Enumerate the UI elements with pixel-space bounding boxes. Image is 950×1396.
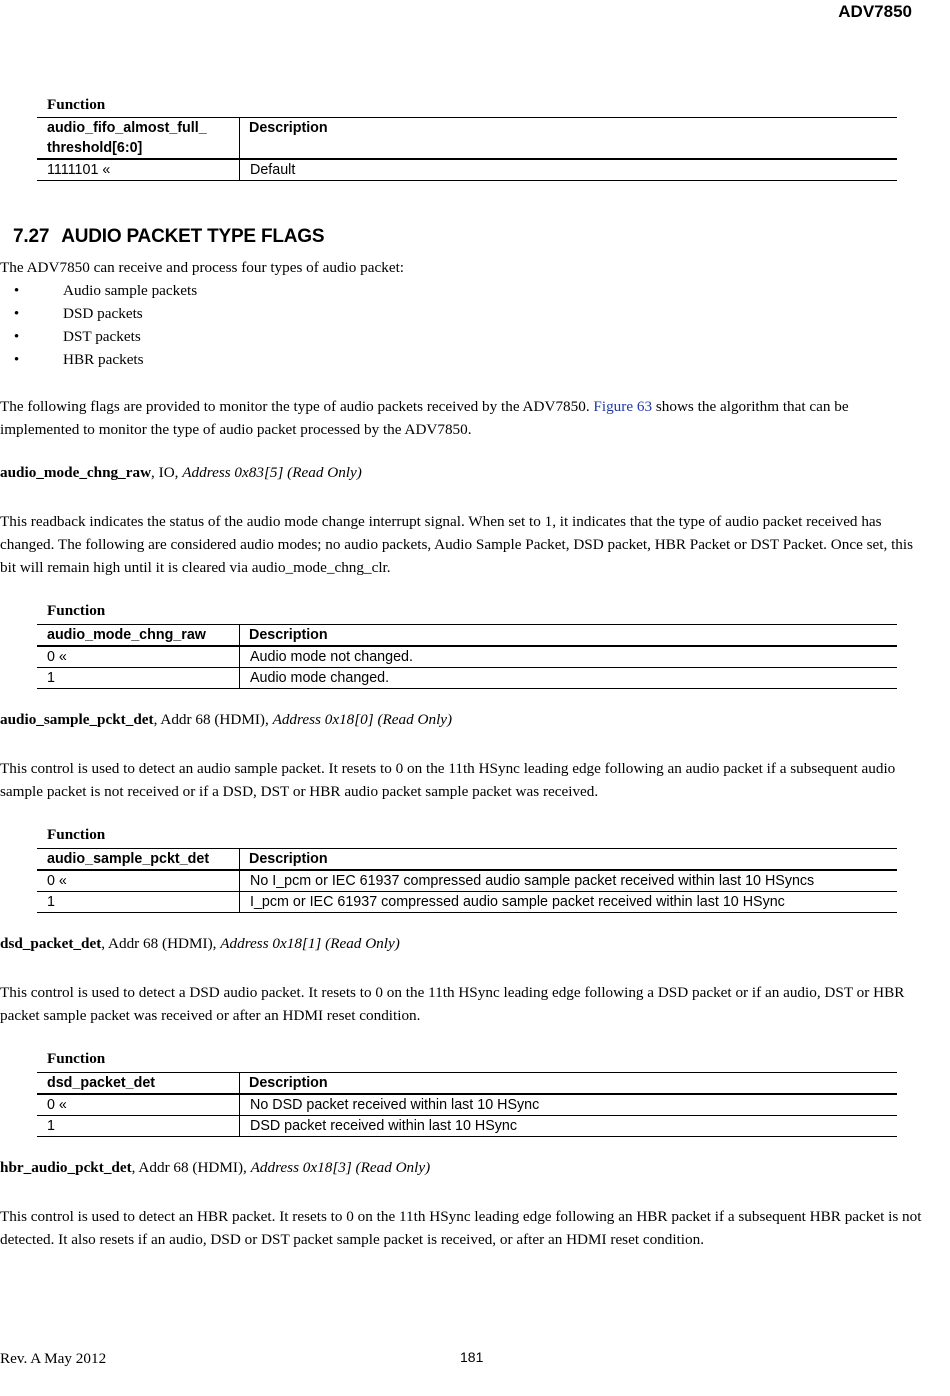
function-table-dsd-packet xyxy=(37,1072,897,1137)
table-cell-value: 1 xyxy=(37,1116,240,1137)
table-row xyxy=(37,646,897,668)
register-name: audio_sample_pckt_det xyxy=(0,711,154,728)
table-col2-header: Description xyxy=(240,625,898,647)
function-table-audio-fifo xyxy=(37,117,897,181)
register-title xyxy=(0,711,452,729)
register-title xyxy=(0,1159,430,1177)
bullet-list xyxy=(0,279,197,371)
list-item: • Audio sample packets xyxy=(13,282,198,299)
table-col1-header: audio_fifo_almost_full_ threshold[6:0] xyxy=(37,118,240,160)
figure-link[interactable]: Figure 63 xyxy=(593,398,653,415)
register-description: This control is used to detect an audio sample packet. It resets to 0 on the 11th HSync leading edge following an audio packet if a subsequent audio sample packet is not received or if a DSD, DST or HBR audio packet sample packet was received. xyxy=(0,760,896,800)
table-header-row xyxy=(37,1073,897,1095)
table-col1-header: audio_mode_chng_raw xyxy=(37,625,240,647)
register-map: , IO, xyxy=(151,464,179,481)
table-function-label: Function xyxy=(47,1050,106,1067)
list-item: • DST packets xyxy=(13,328,141,345)
table-col1-header: audio_sample_pckt_det xyxy=(37,849,240,871)
section-title: AUDIO PACKET TYPE FLAGS xyxy=(61,226,325,247)
table-col2-header: Description xyxy=(240,118,898,160)
table-cell-value: 1 xyxy=(37,892,240,913)
table-cell-description: Audio mode not changed. xyxy=(240,646,898,668)
table-cell-value: 1 xyxy=(37,668,240,689)
table-col1-header: dsd_packet_det xyxy=(37,1073,240,1095)
section-number: 7.27 xyxy=(13,226,50,247)
register-address: Address 0x18[0] (Read Only) xyxy=(272,711,453,728)
table-header-row xyxy=(37,625,897,647)
function-table-audio-mode xyxy=(37,624,897,689)
register-address: Address 0x18[1] (Read Only) xyxy=(220,935,400,952)
table-row xyxy=(37,668,897,689)
list-item: • HBR packets xyxy=(13,351,144,368)
section-intro: The ADV7850 can receive and process four types of audio packet: xyxy=(0,259,405,276)
table-col2-header: Description xyxy=(240,849,898,871)
register-address: Address 0x83[5] (Read Only) xyxy=(182,464,362,481)
table-row xyxy=(37,1094,897,1116)
section-heading xyxy=(13,226,324,248)
register-map: , Addr 68 (HDMI), xyxy=(153,711,269,728)
page-number: 181 xyxy=(460,1349,484,1365)
register-description: This readback indicates the status of the audio mode change interrupt signal. When set to 1, it indicates that the type of audio packet received has changed. The following are considered audio modes; no audio packets, Audio Sample Packet, DSD packet, HBR Packet or DST Packet. Once set, this bit will remain high until it is cleared via audio_mode_chng_clr. xyxy=(0,513,914,576)
table-row xyxy=(37,870,897,892)
table-col2-header: Description xyxy=(240,1073,898,1095)
table-function-label: Function xyxy=(47,602,106,619)
register-map: , Addr 68 (HDMI), xyxy=(131,1159,247,1176)
function-table-audio-sample xyxy=(37,848,897,913)
register-address: Address 0x18[3] (Read Only) xyxy=(250,1159,431,1176)
table-cell-description: DSD packet received within last 10 HSync xyxy=(240,1116,898,1137)
table-row xyxy=(37,1116,897,1137)
register-name: hbr_audio_pckt_det xyxy=(0,1159,132,1176)
table-row xyxy=(37,159,897,181)
table-cell-description: Default xyxy=(240,159,898,181)
register-name: dsd_packet_det xyxy=(0,935,102,952)
flags-paragraph: The following flags are provided to monitor the type of audio packets received by the ADV7850. Figure 63 shows the algorithm that can be implemented to monitor the type of audio packet processed by the ADV7850. xyxy=(0,398,849,438)
register-map: , Addr 68 (HDMI), xyxy=(101,935,217,952)
table-cell-description: Audio mode changed. xyxy=(240,668,898,689)
table-cell-value: 0 « xyxy=(37,870,240,892)
register-title xyxy=(0,935,400,953)
document-title: ADV7850 xyxy=(838,2,912,21)
footer-revision: Rev. A May 2012 xyxy=(0,1350,107,1367)
register-description: This control is used to detect an HBR packet. It resets to 0 on the 11th HSync leading edge following an HBR packet if a subsequent HBR packet is not detected. It also resets if an audio, DSD or DST packet sample packet is received, or after an HDMI reset condition. xyxy=(0,1208,922,1248)
table-header-row xyxy=(37,118,897,160)
register-title xyxy=(0,464,362,482)
table-cell-description: No I_pcm or IEC 61937 compressed audio sample packet received within last 10 HSyncs xyxy=(240,870,898,892)
table-function-label: Function xyxy=(47,96,106,113)
table-cell-value: 1111101 « xyxy=(37,159,240,181)
list-item: • DSD packets xyxy=(13,305,143,322)
register-description: This control is used to detect a DSD audio packet. It resets to 0 on the 11th HSync leading edge following a DSD packet or if an audio, DST or HBR packet sample packet was received or after an HDMI reset condition. xyxy=(0,984,905,1024)
table-header-row xyxy=(37,849,897,871)
table-cell-value: 0 « xyxy=(37,646,240,668)
register-name: audio_mode_chng_raw xyxy=(0,464,152,481)
table-cell-description: I_pcm or IEC 61937 compressed audio sample packet received within last 10 HSync xyxy=(240,892,898,913)
table-row xyxy=(37,892,897,913)
table-function-label: Function xyxy=(47,826,106,843)
table-cell-value: 0 « xyxy=(37,1094,240,1116)
table-cell-description: No DSD packet received within last 10 HSync xyxy=(240,1094,898,1116)
